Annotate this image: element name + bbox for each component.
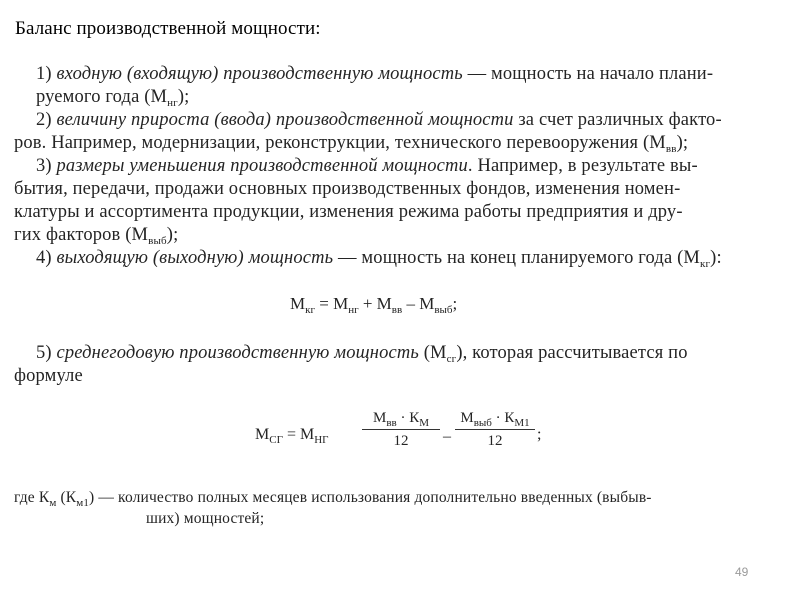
slide-title: Баланс производственной мощности: [15, 18, 321, 39]
text-line: формуле [14, 366, 83, 386]
formula-lhs: $М_{СГ} = М_{НГ}$ [255, 426, 329, 446]
text-line: 2) величину прироста (ввода) производственной мощности за счет различных факто- [36, 110, 722, 130]
formula-end: ; [537, 426, 542, 443]
text-line: 5) среднегодовую производственную мощность $(М_{сг})$, которая рассчитывается по [36, 343, 688, 365]
text-line: ров. Например, модернизации, реконструкции, технического перевооружения $(М_{вв})$; [14, 133, 689, 155]
text-line: руемого года $(М_{нг})$; [36, 87, 190, 109]
text-line: бытия, передачи, продажи основных производственных фондов, изменения номен- [14, 179, 681, 199]
fraction-removed: $М_{выб} \cdot К_{М1}$ 12 [455, 410, 535, 450]
text-line: 3) размеры уменьшения производственной мощности. Например, в результате вы- [36, 156, 698, 176]
minus-sign: – [443, 428, 451, 445]
text-line: 4) выходящую (выходную) мощность — мощность на конец планируемого года $(М_{кг})$: [36, 248, 722, 270]
formula-output-capacity: $М_{кг} = М_{нг} + М_{вв} - М_{выб}$; [290, 294, 458, 316]
text-line: где $К_м$ $(К_{м1})$ — количество полных месяцев использования дополнительно введенных (выбыв- [14, 489, 652, 509]
fraction-added: $М_{вв} \cdot К_М$ 12 [362, 410, 440, 450]
page-number: 49 [735, 565, 749, 579]
text-line: гих факторов $(М_{выб})$; [14, 225, 179, 247]
text-line: 1) входную (входящую) производственную мощность — мощность на начало плани- [36, 64, 714, 84]
text-line: ших) мощностей; [146, 510, 265, 527]
text-line: клатуры и ассортимента продукции, изменения режима работы предприятия и дру- [14, 202, 683, 222]
